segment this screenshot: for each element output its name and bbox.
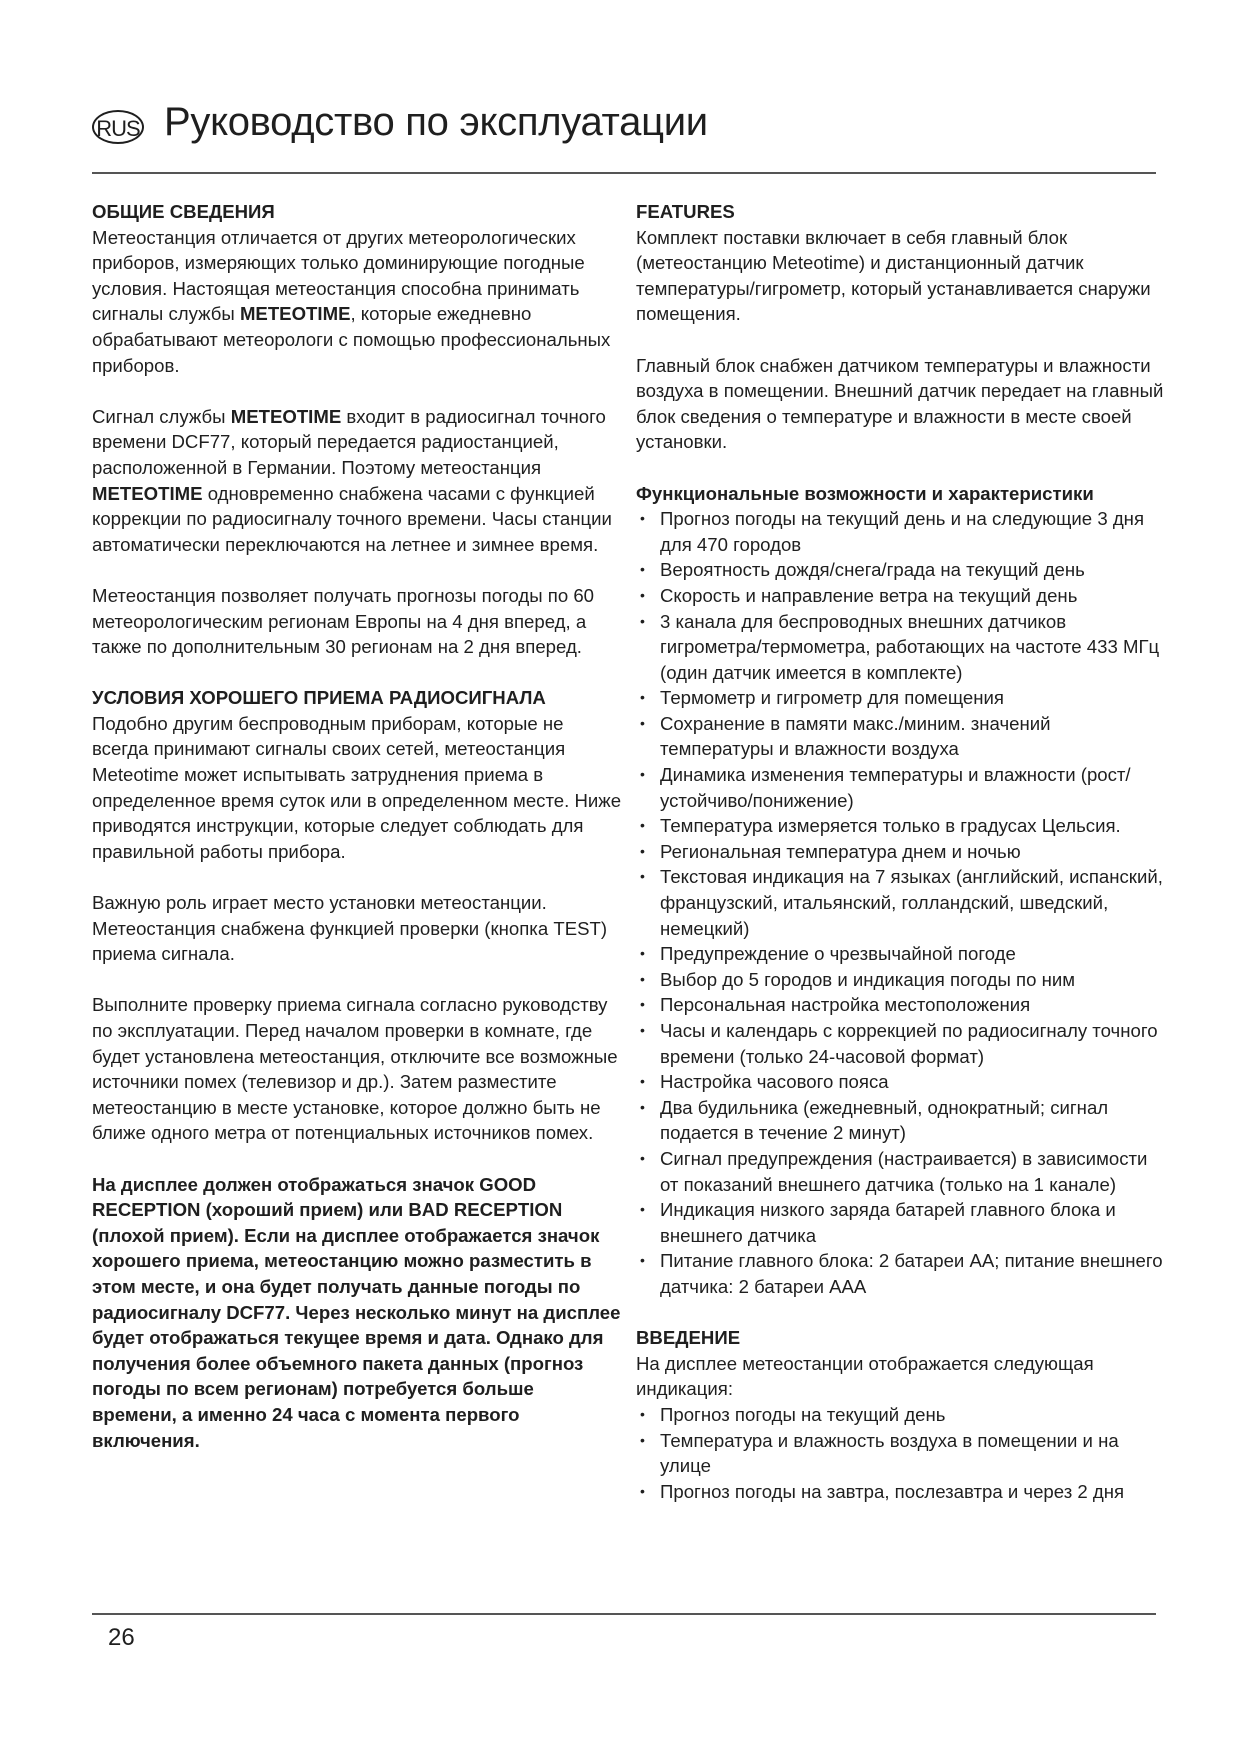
language-badge: RUS bbox=[92, 110, 144, 144]
feature-list bbox=[636, 506, 1166, 1299]
page-header bbox=[92, 96, 1156, 176]
list-item: • 3 канала для беспроводных внешних датчиков гигрометра/термометра, работающих на частоте 433 МГц (один датчик имеется в комплекте) bbox=[636, 609, 1166, 686]
list-item: • Текстовая индикация на 7 языках (английский, испанский, французский, итальянский, голландский, шведский, немецкий) bbox=[636, 864, 1166, 941]
list-item: • Сохранение в памяти макс./миним. значений температуры и влажности воздуха bbox=[636, 711, 1166, 762]
list-item: • Температура измеряется только в градусах Цельсия. bbox=[636, 813, 1166, 839]
paragraph-forecast-regions: Метеостанция позволяет получать прогнозы погоды по 60 метеорологическим регионам Европы на 4 дня вперед, а также по дополнительным 30 регионам на 2 дня вперед. bbox=[92, 584, 595, 658]
list-item: • Сигнал предупреждения (настраивается) в зависимости от показаний внешнего датчика (только на 1 канале) bbox=[636, 1146, 1166, 1197]
paragraph-meteotime-signal: Сигнал службы METEOTIME входит в радиосигнал точного времени DCF77, который передается радиостанцией, расположенной в Германии. Поэтому метеостанция METEOTIME одновременно снабжена часами с функцией коррекции по радиосигналу точного времени. Часы станции автоматически переключаются на летнее и зимнее время. bbox=[92, 405, 612, 555]
paragraph-reception-test: Выполните проверку приема сигнала согласно руководству по эксплуатации. Перед началом проверки в комнате, где будет установлена метеостанция, отключите все возможные источники помех (телевизор и др.). Затем разместите метеостанцию в месте установке, которое должно быть не ближе одного метра от потенциальных источников помех. bbox=[92, 994, 618, 1144]
list-item: • Термометр и гигрометр для помещения bbox=[636, 685, 1166, 711]
section-heading-reception: УСЛОВИЯ ХОРОШЕГО ПРИЕМА РАДИОСИГНАЛА bbox=[92, 687, 546, 709]
display-list bbox=[636, 1402, 1166, 1504]
list-item: • Часы и календарь с коррекцией по радиосигналу точного времени (только 24-часовой формат) bbox=[636, 1018, 1166, 1069]
list-item: • Персональная настройка местоположения bbox=[636, 992, 1166, 1018]
list-item: • Прогноз погоды на завтра, послезавтра и через 2 дня bbox=[636, 1479, 1166, 1505]
footer-divider bbox=[92, 1613, 1156, 1615]
right-column bbox=[636, 199, 1166, 1530]
list-item: • Предупреждение о чрезвычайной погоде bbox=[636, 941, 1166, 967]
paragraph-reception-display: На дисплее должен отображаться значок GOOD RECEPTION (хороший прием) или BAD RECEPTION (плохой прием). Если на дисплее отображается значок хорошего приема, метеостанцию можно разместить в этом месте, и она будет получать данные погоды по радиосигналу DCF77. Через несколько минут на дисплее будет отображаться текущее время и дата. Однако для получения более объемного пакета данных (прогноз погоды по всем регионам) потребуется больше времени, а именно 24 часа с момента первого включения. bbox=[92, 1173, 621, 1451]
paragraph-display-intro: На дисплее метеостанции отображается следующая индикация: bbox=[636, 1352, 1094, 1400]
list-item: • Индикация низкого заряда батарей главного блока и внешнего датчика bbox=[636, 1197, 1166, 1248]
list-item: • Динамика изменения температуры и влажности (рост/устойчиво/понижение) bbox=[636, 762, 1166, 813]
list-item: • Региональная температура днем и ночью bbox=[636, 839, 1166, 865]
list-item: • Прогноз погоды на текущий день и на следующие 3 дня для 470 городов bbox=[636, 506, 1166, 557]
paragraph-main-unit: Главный блок снабжен датчиком температуры и влажности воздуха в помещении. Внешний датчик передает на главный блок сведения о температуре и влажности в месте своей установки. bbox=[636, 354, 1164, 453]
page-number: 26 bbox=[108, 1624, 135, 1651]
header-divider bbox=[92, 172, 1156, 174]
paragraph-general-intro: Метеостанция отличается от других метеорологических приборов, измеряющих только доминирующие погодные условия. Настоящая метеостанция способна принимать сигналы службы METEOTIME, которые ежедневно обрабатывают метеорологи с помощью профессиональных приборов. bbox=[92, 226, 611, 376]
paragraph-install-location: Важную роль играет место установки метеостанции. Метеостанция снабжена функцией проверки (кнопка TEST) приема сигнала. bbox=[92, 892, 608, 965]
list-item: • Температура и влажность воздуха в помещении и на улице bbox=[636, 1428, 1166, 1479]
list-item: • Выбор до 5 городов и индикация погоды по ним bbox=[636, 967, 1166, 993]
section-heading-features: FEATURES bbox=[636, 201, 735, 222]
left-column bbox=[92, 199, 622, 1479]
section-heading-general: ОБЩИЕ СВЕДЕНИЯ bbox=[92, 201, 275, 222]
list-item: • Два будильника (ежедневный, однократный; сигнал подается в течение 2 минут) bbox=[636, 1095, 1166, 1146]
list-item: • Вероятность дождя/снега/града на текущий день bbox=[636, 557, 1166, 583]
paragraph-package-contents: Комплект поставки включает в себя главный блок (метеостанцию Meteotime) и дистанционный датчик температуры/гигрометр, который устанавливается снаружи помещения. bbox=[636, 226, 1151, 325]
page-title: Руководство по эксплуатации bbox=[164, 100, 708, 144]
list-item: • Питание главного блока: 2 батареи АА; питание внешнего датчика: 2 батареи ААА bbox=[636, 1248, 1166, 1299]
section-heading-introduction: ВВЕДЕНИЕ bbox=[636, 1327, 741, 1349]
list-item: • Настройка часового пояса bbox=[636, 1069, 1166, 1095]
list-item: • Прогноз погоды на текущий день bbox=[636, 1402, 1166, 1428]
list-item: • Скорость и направление ветра на текущий день bbox=[636, 583, 1166, 609]
paragraph-reception-intro: Подобно другим беспроводным приборам, которые не всегда принимают сигналы своих сетей, метеостанция Meteotime может испытывать затруднения приема в определенное время суток или в определенном месте. Ниже приводятся инструкции, которые следует соблюдать для правильной работы прибора. bbox=[92, 712, 622, 862]
subheading-capabilities: Функциональные возможности и характеристики bbox=[636, 482, 1094, 504]
